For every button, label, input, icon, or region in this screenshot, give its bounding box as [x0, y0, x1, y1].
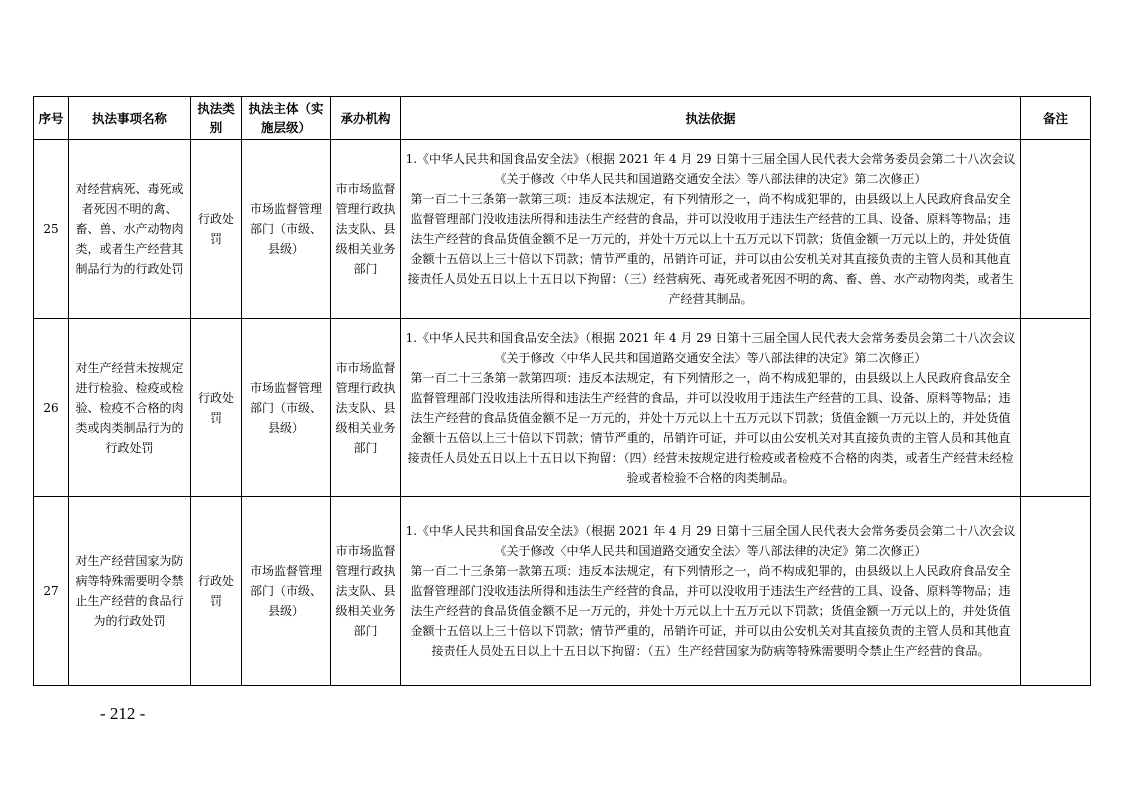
cell-name: 对生产经营未按规定进行检验、检疫或检验、检疫不合格的肉类或肉类制品行为的行政处罚 [69, 319, 191, 497]
header-seq: 序号 [34, 97, 69, 140]
table-row [34, 497, 1091, 686]
header-agency: 承办机构 [331, 97, 401, 140]
basis-law: 1.《中华人民共和国食品安全法》（根据 2021 年 4 月 29 日第十三届全国人民代表大会常务委员会第二十八次会议《关于修改〈中华人民共和国道路交通安全法〉等八部法律的决定》第二次修正） [405, 330, 1016, 365]
cell-agency: 市市场监督管理行政执法支队、县级相关业务部门 [331, 140, 401, 319]
cell-remarks [1021, 140, 1091, 319]
cell-agency: 市市场监督管理行政执法支队、县级相关业务部门 [331, 319, 401, 497]
cell-seq: 26 [34, 319, 69, 497]
cell-basis [401, 319, 1021, 497]
table-header-row [34, 97, 1091, 140]
table-row [34, 319, 1091, 497]
cell-subject: 市场监督管理部门（市级、县级） [242, 319, 331, 497]
cell-basis [401, 140, 1021, 319]
cell-name: 对经营病死、毒死或者死因不明的禽、畜、兽、水产动物肉类，或者生产经营其制品行为的行政处罚 [69, 140, 191, 319]
header-basis: 执法依据 [401, 97, 1021, 140]
cell-agency: 市市场监督管理行政执法支队、县级相关业务部门 [331, 497, 401, 686]
basis-clause: 第一百二十三条第一款第三项：违反本法规定，有下列情形之一，尚不构成犯罪的，由县级以上人民政府食品安全监督管理部门没收违法所得和违法生产经营的食品，并可以没收用于违法生产经营的工具、设备、原料等物品；违法生产经营的食品货值金额不足一万元的，并处十万元以上十五万元以下罚款；货值金额一万元以上的，并处货值金额十五倍以上三十倍以下罚款；情节严重的，吊销许可证，并可以由公安机关对其直接负责的主管人员和其他直接责任人员处五日以上十五日以下拘留：（三）经营病死、毒死或者死因不明的禽、畜、兽、水产动物肉类，或者生产经营其制品。 [407, 192, 1014, 306]
cell-remarks [1021, 319, 1091, 497]
basis-clause: 第一百二十三条第一款第五项：违反本法规定，有下列情形之一，尚不构成犯罪的，由县级以上人民政府食品安全监督管理部门没收违法所得和违法生产经营的食品，并可以没收用于违法生产经营的工具、设备、原料等物品；违法生产经营的食品货值金额不足一万元的，并处十万元以上十五万元以下罚款；货值金额一万元以上的，并处货值金额十五倍以上三十倍以下罚款；情节严重的，吊销许可证，并可以由公安机关对其直接负责的主管人员和其他直接责任人员处五日以上十五日以下拘留：（五）生产经营国家为防病等特殊需要明令禁止生产经营的食品。 [410, 564, 1011, 658]
cell-name: 对生产经营国家为防病等特殊需要明令禁止生产经营的食品行为的行政处罚 [69, 497, 191, 686]
table-row [34, 140, 1091, 319]
cell-remarks [1021, 497, 1091, 686]
cell-basis [401, 497, 1021, 686]
enforcement-table [33, 96, 1091, 686]
cell-category: 行政处罚 [191, 140, 242, 319]
cell-category: 行政处罚 [191, 497, 242, 686]
basis-clause: 第一百二十三条第一款第四项：违反本法规定，有下列情形之一，尚不构成犯罪的，由县级以上人民政府食品安全监督管理部门没收违法所得和违法生产经营的食品，并可以没收用于违法生产经营的工具、设备、原料等物品；违法生产经营的食品货值金额不足一万元的，并处十万元以上十五万元以下罚款；货值金额一万元以上的，并处货值金额十五倍以上三十倍以下罚款；情节严重的，吊销许可证，并可以由公安机关对其直接负责的主管人员和其他直接责任人员处五日以上十五日以下拘留：（四）经营未按规定进行检疫或者检疫不合格的肉类，或者生产经营未经检验或者检验不合格的肉类制品。 [407, 370, 1014, 485]
cell-subject: 市场监督管理部门（市级、县级） [242, 140, 331, 319]
header-category: 执法类别 [191, 97, 242, 140]
header-name: 执法事项名称 [69, 97, 191, 140]
header-remarks: 备注 [1021, 97, 1091, 140]
cell-seq: 25 [34, 140, 69, 319]
basis-law: 1.《中华人民共和国食品安全法》（根据 2021 年 4 月 29 日第十三届全国人民代表大会常务委员会第二十八次会议《关于修改〈中华人民共和国道路交通安全法〉等八部法律的决定》第二次修正） [405, 524, 1016, 558]
basis-law: 1.《中华人民共和国食品安全法》（根据 2021 年 4 月 29 日第十三届全国人民代表大会常务委员会第二十八次会议《关于修改〈中华人民共和国道路交通安全法〉等八部法律的决定》第二次修正） [405, 152, 1016, 186]
cell-category: 行政处罚 [191, 319, 242, 497]
header-subject: 执法主体（实施层级） [242, 97, 331, 140]
cell-subject: 市场监督管理部门（市级、县级） [242, 497, 331, 686]
cell-seq: 27 [34, 497, 69, 686]
page-number: - 212 - [100, 704, 146, 723]
